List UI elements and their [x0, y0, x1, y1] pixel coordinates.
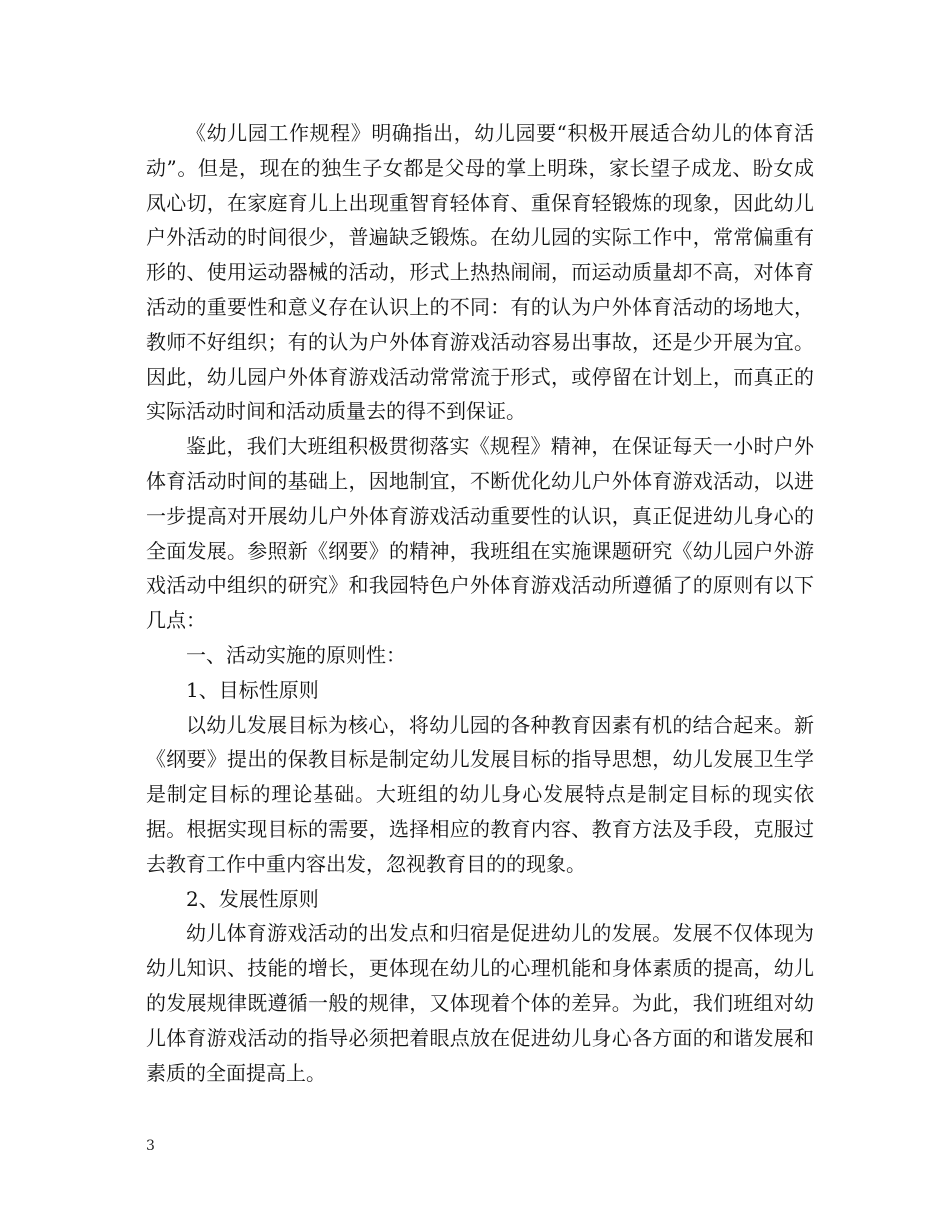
page-number: 3	[146, 1138, 155, 1154]
paragraph-policy: 鉴此，我们大班组积极贯彻落实《规程》精神，在保证每天一小时户外体育活动时间的基础上，因地制宜，不断优化幼儿户外体育游戏活动，以进一步提高对开展幼儿户外体育游戏活动重要性的认识，真正促进幼儿身心的全面发展。参照新《纲要》的精神，我班组在实施课题研究《幼儿园户外游戏活动中组织的研究》和我园特色户外体育游戏活动所遵循了的原则有以下几点：	[146, 434, 814, 633]
paragraph-goal-principle: 以幼儿发展目标为核心，将幼儿园的各种教育因素有机的结合起来。新《纲要》提出的保教目标是制定幼儿发展目标的指导思想，幼儿发展卫生学是制定目标的理论基础。大班组的幼儿身心发展特点是制定目标的现实依据。根据实现目标的需要，选择相应的教育内容、教育方法及手段，克服过去教育工作中重内容出发，忽视教育目的的现象。	[146, 712, 814, 876]
paragraph-development-principle: 幼儿体育游戏活动的出发点和归宿是促进幼儿的发展。发展不仅体现为幼儿知识、技能的增长，更体现在幼儿的心理机能和身体素质的提高，幼儿的发展规律既遵循一般的规律，又体现着个体的差异。为此，我们班组对幼儿体育游戏活动的指导必须把着眼点放在促进幼儿身心各方面的和谐发展和素质的全面提高上。	[146, 921, 814, 1085]
document-body	[146, 116, 814, 1090]
paragraph-intro: 《幼儿园工作规程》明确指出，幼儿园要“积极开展适合幼儿的体育活动”。但是，现在的独生子女都是父母的掌上明珠，家长望子成龙、盼女成凤心切，在家庭育儿上出现重智育轻体育、重保育轻锻炼的现象，因此幼儿户外活动的时间很少，普遍缺乏锻炼。在幼儿园的实际工作中，常常偏重有形的、使用运动器械的活动，形式上热热闹闹，而运动质量却不高，对体育活动的重要性和意义存在认识上的不同：有的认为户外体育活动的场地大，教师不好组织；有的认为户外体育游戏活动容易出事故，还是少开展为宜。因此，幼儿园户外体育游戏活动常常流于形式，或停留在计划上，而真正的实际活动时间和活动质量去的得不到保证。	[146, 121, 814, 424]
section-heading-principles: 一、活动实施的原则性：	[186, 642, 406, 667]
subheading-development-principle: 2、发展性原则	[186, 886, 319, 911]
subheading-goal-principle: 1、目标性原则	[186, 677, 319, 702]
